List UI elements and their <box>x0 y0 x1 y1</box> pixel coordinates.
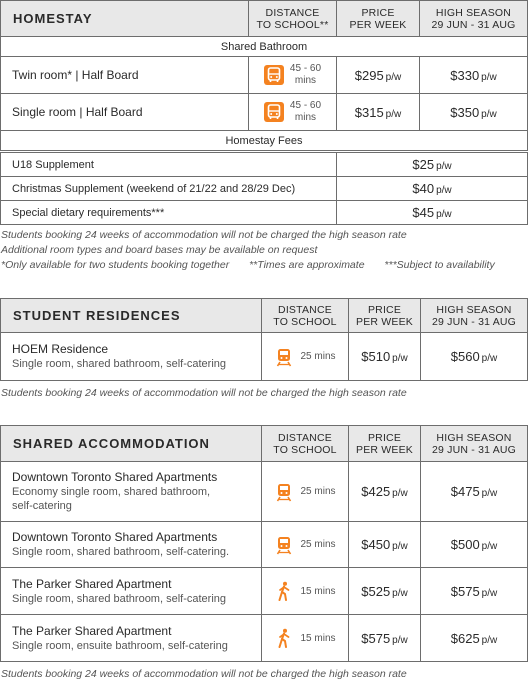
column-high-season: HIGH SEASON 29 JUN - 31 AUG <box>421 426 528 462</box>
shared-table <box>0 425 528 662</box>
homestay-title: HOMESTAY <box>1 1 249 37</box>
residences-table <box>0 298 528 381</box>
price-cell: $525 p/w <box>349 568 421 615</box>
note-high-season: Students booking 24 weeks of accommodation will not be charged the high season rate <box>1 387 407 399</box>
distance-cell: 25 mins <box>262 462 349 522</box>
distance-cell: 45 - 60 mins <box>249 94 337 131</box>
room-label: Twin room* | Half Board <box>1 57 249 94</box>
column-high-season: HIGH SEASON 29 JUN - 31 AUG <box>421 299 528 333</box>
distance-cell: 25 mins <box>262 333 349 381</box>
bus-icon <box>264 102 284 122</box>
distance-cell: 15 mins <box>262 568 349 615</box>
high-season-cell: $560 p/w <box>421 333 528 381</box>
table-row <box>1 615 528 662</box>
distance-cell: 25 mins <box>262 522 349 568</box>
section-homestay-fees: Homestay Fees <box>1 131 528 151</box>
column-price: PRICE PER WEEK <box>349 299 421 333</box>
accommodation-desc: Economy single room, shared bathroom, self-catering <box>12 486 211 512</box>
footnotes: *Only available for two students booking together **Times are approximate ***Subject to availability <box>1 259 495 271</box>
homestay-notes <box>0 228 528 273</box>
price-cell: $575 p/w <box>349 615 421 662</box>
high-season-cell: $350 p/w <box>420 94 528 131</box>
high-season-cell: $475 p/w <box>421 462 528 522</box>
high-season-cell: $625 p/w <box>421 615 528 662</box>
table-row <box>1 462 528 522</box>
table-row <box>1 568 528 615</box>
distance-cell: 15 mins <box>262 615 349 662</box>
accommodation-cell <box>1 568 262 615</box>
room-label: Single room | Half Board <box>1 94 249 131</box>
fee-label: Special dietary requirements*** <box>1 201 337 225</box>
table-row <box>1 522 528 568</box>
train-icon <box>274 482 294 502</box>
column-price: PRICE PER WEEK <box>349 426 421 462</box>
column-distance: DISTANCE TO SCHOOL <box>262 299 349 333</box>
accommodation-desc: Single room, shared bathroom, self-catering <box>12 592 226 605</box>
price-cell: $450 p/w <box>349 522 421 568</box>
accommodation-cell <box>1 462 262 522</box>
price-cell: $295 p/w <box>337 57 420 94</box>
column-high-season: HIGH SEASON 29 JUN - 31 AUG <box>420 1 528 37</box>
high-season-cell: $500 p/w <box>421 522 528 568</box>
distance-cell: 45 - 60 mins <box>249 57 337 94</box>
price-cell: $510 p/w <box>349 333 421 381</box>
high-season-cell: $575 p/w <box>421 568 528 615</box>
shared-title: SHARED ACCOMMODATION <box>1 426 262 462</box>
table-row <box>1 177 528 201</box>
fee-label: U18 Supplement <box>1 153 337 177</box>
table-row <box>1 153 528 177</box>
homestay-fees-table <box>0 152 528 225</box>
section-shared-bathroom: Shared Bathroom <box>1 37 528 57</box>
residences-notes <box>0 386 528 401</box>
accommodation-desc: Single room, shared bathroom, self-catering <box>12 358 226 370</box>
note-room-types: Additional room types and board bases may be available on request <box>1 244 318 256</box>
price-cell: $315 p/w <box>337 94 420 131</box>
walk-icon <box>274 628 294 648</box>
table-row <box>1 94 528 131</box>
accommodation-name: HOEM Residence <box>12 342 109 356</box>
table-row <box>1 57 528 94</box>
column-distance: DISTANCE TO SCHOOL <box>262 426 349 462</box>
fee-price: $45 p/w <box>337 201 528 225</box>
accommodation-cell <box>1 615 262 662</box>
accommodation-name: Downtown Toronto Shared Apartments <box>12 530 218 544</box>
fee-price: $25 p/w <box>337 153 528 177</box>
train-icon <box>274 347 294 367</box>
accommodation-name: The Parker Shared Apartment <box>12 576 172 591</box>
note-high-season: Students booking 24 weeks of accommodation will not be charged the high season rate <box>1 229 407 241</box>
note-high-season: Students booking 24 weeks of accommodation will not be charged the high season rate <box>1 668 407 680</box>
shared-notes <box>0 667 528 682</box>
fee-label: Christmas Supplement (weekend of 21/22 and 28/29 Dec) <box>1 177 337 201</box>
accommodation-name: Downtown Toronto Shared Apartments <box>12 470 218 484</box>
train-icon <box>274 535 294 555</box>
column-price: PRICE PER WEEK <box>337 1 420 37</box>
accommodation-desc: Single room, shared bathroom, self-catering. <box>12 546 230 558</box>
column-distance: DISTANCE TO SCHOOL** <box>249 1 337 37</box>
high-season-cell: $330 p/w <box>420 57 528 94</box>
accommodation-cell <box>1 333 262 381</box>
fee-price: $40 p/w <box>337 177 528 201</box>
accommodation-name: The Parker Shared Apartment <box>12 623 172 638</box>
homestay-table <box>0 0 528 151</box>
table-row <box>1 333 528 381</box>
bus-icon <box>264 65 284 85</box>
accommodation-desc: Single room, ensuite bathroom, self-catering <box>12 639 228 652</box>
table-row <box>1 201 528 225</box>
accommodation-cell <box>1 522 262 568</box>
walk-icon <box>274 581 294 601</box>
price-cell: $425 p/w <box>349 462 421 522</box>
residences-title: STUDENT RESIDENCES <box>1 299 262 333</box>
